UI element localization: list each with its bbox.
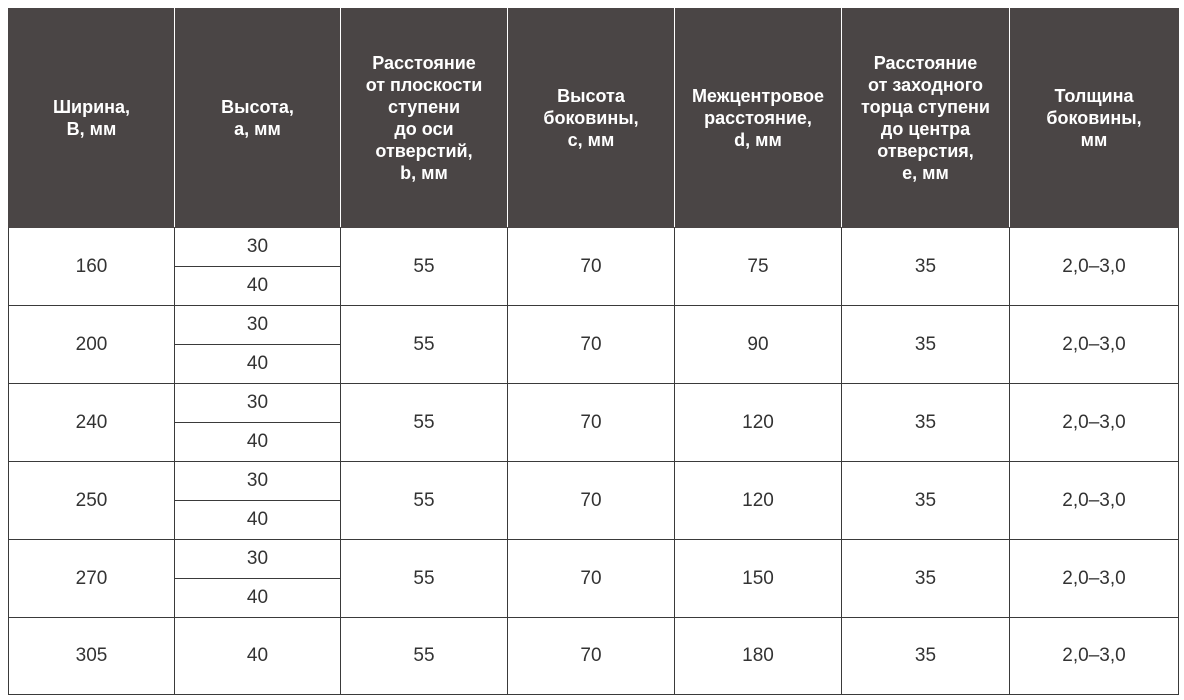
- cell-b: 55: [341, 306, 508, 384]
- table-body: [9, 228, 1179, 695]
- cell-height: 30: [175, 384, 341, 423]
- cell-d: 90: [675, 306, 842, 384]
- cell-thickness: 2,0–3,0: [1010, 618, 1179, 695]
- table-row: [9, 306, 1179, 345]
- cell-c: 70: [508, 540, 675, 618]
- table-row: [9, 228, 1179, 267]
- cell-height: 40: [175, 345, 341, 384]
- cell-e: 35: [842, 462, 1010, 540]
- cell-width: 250: [9, 462, 175, 540]
- header-d-center-distance: Межцентровое расстояние, d, мм: [675, 9, 842, 228]
- cell-thickness: 2,0–3,0: [1010, 228, 1179, 306]
- cell-height: 30: [175, 540, 341, 579]
- cell-thickness: 2,0–3,0: [1010, 462, 1179, 540]
- cell-height: 40: [175, 579, 341, 618]
- header-e-distance: Расстояние от заходного торца ступени до центра отверстия, е, мм: [842, 9, 1010, 228]
- cell-height: 30: [175, 462, 341, 501]
- table-row: [9, 462, 1179, 501]
- header-row: [9, 9, 1179, 228]
- header-side-thickness: Толщина боковины, мм: [1010, 9, 1179, 228]
- header-width: Ширина, В, мм: [9, 9, 175, 228]
- cell-e: 35: [842, 384, 1010, 462]
- cell-c: 70: [508, 462, 675, 540]
- header-height: Высота, а, мм: [175, 9, 341, 228]
- cell-thickness: 2,0–3,0: [1010, 384, 1179, 462]
- cell-e: 35: [842, 540, 1010, 618]
- cell-b: 55: [341, 618, 508, 695]
- cell-c: 70: [508, 306, 675, 384]
- cell-height: 40: [175, 618, 341, 695]
- cell-height: 30: [175, 306, 341, 345]
- cell-height: 30: [175, 228, 341, 267]
- cell-b: 55: [341, 384, 508, 462]
- cell-d: 120: [675, 384, 842, 462]
- cell-c: 70: [508, 618, 675, 695]
- cell-e: 35: [842, 228, 1010, 306]
- cell-height: 40: [175, 423, 341, 462]
- cell-b: 55: [341, 462, 508, 540]
- cell-width: 270: [9, 540, 175, 618]
- header-b-distance: Расстояние от плоскости ступени до оси отверстий, b, мм: [341, 9, 508, 228]
- cell-d: 75: [675, 228, 842, 306]
- cell-c: 70: [508, 228, 675, 306]
- cell-d: 120: [675, 462, 842, 540]
- cell-d: 180: [675, 618, 842, 695]
- cell-d: 150: [675, 540, 842, 618]
- table-header: [9, 9, 1179, 228]
- table-row: [9, 540, 1179, 579]
- table-row: [9, 618, 1179, 695]
- cell-width: 160: [9, 228, 175, 306]
- cell-e: 35: [842, 306, 1010, 384]
- table-row: [9, 384, 1179, 423]
- cell-e: 35: [842, 618, 1010, 695]
- cell-b: 55: [341, 228, 508, 306]
- cell-width: 240: [9, 384, 175, 462]
- header-c-side-height: Высота боковины, с, мм: [508, 9, 675, 228]
- stair-dimensions-table: [8, 8, 1179, 695]
- cell-height: 40: [175, 267, 341, 306]
- cell-thickness: 2,0–3,0: [1010, 540, 1179, 618]
- cell-b: 55: [341, 540, 508, 618]
- cell-c: 70: [508, 384, 675, 462]
- cell-height: 40: [175, 501, 341, 540]
- cell-thickness: 2,0–3,0: [1010, 306, 1179, 384]
- cell-width: 305: [9, 618, 175, 695]
- cell-width: 200: [9, 306, 175, 384]
